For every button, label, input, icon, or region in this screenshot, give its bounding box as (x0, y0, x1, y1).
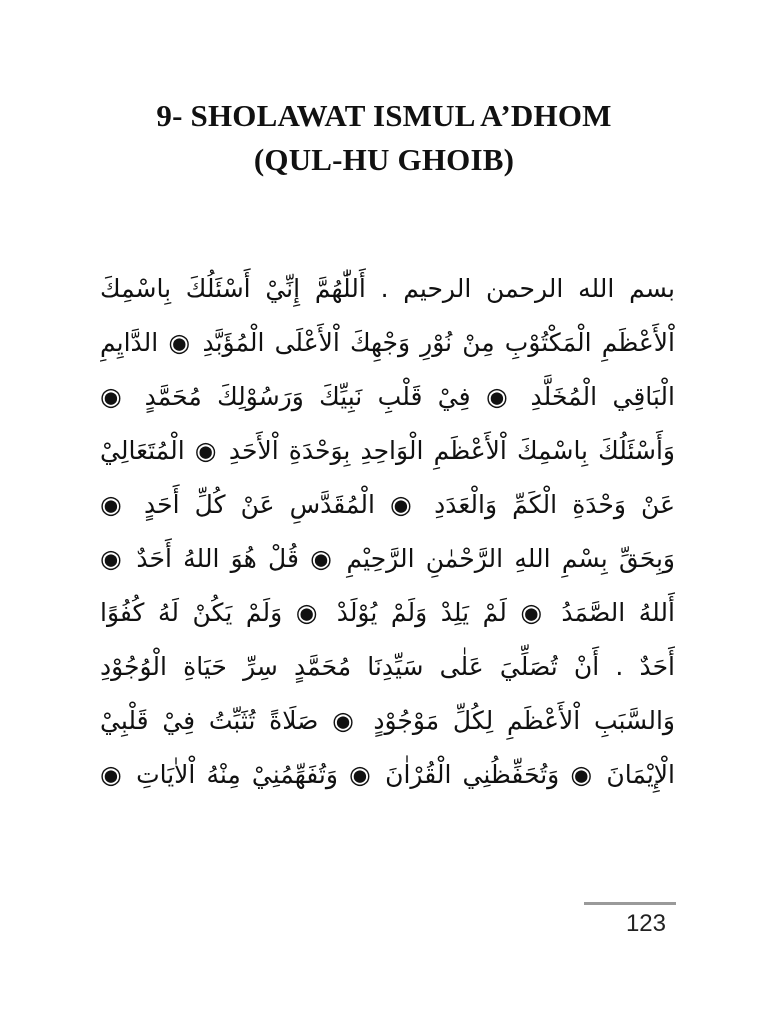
arabic-line-1: بسم الله الرحمن الرحيم . أَللّٰهُمَّ إِنِّيْ أَسْئَلُكَ بِاسْمِكَ (100, 274, 675, 303)
page-number: 123 (625, 910, 666, 937)
arabic-line-8: أَحَدٌ . أَنْ تُصَلِّيَ عَلٰى سَيِّدِنَا مُحَمَّدٍ سِرِّ حَيَاةِ الْوُجُوْدِ (100, 652, 675, 681)
arabic-line-3: الْبَاقِي الْمُخَلَّدِ ◉ فِيْ قَلْبِ نَبِيِّكَ وَرَسُوْلِكَ مُحَمَّدٍ ◉ (100, 382, 675, 411)
arabic-line-2: اْلأَعْظَمِ الْمَكْتُوْبِ مِنْ نُوْرِ وَجْهِكَ اْلأَعْلَى الْمُؤَبَّدِ ◉ الدَّايِمِ (100, 328, 675, 357)
arabic-line-10: الْإِيْمَانَ ◉ وَتُحَفِّظُنِي الْقُرْاٰنَ ◉ وَتُفَهِّمُنِيْ مِنْهُ اْلاٰيَاتِ ◉ (100, 760, 675, 789)
arabic-line-5: عَنْ وَحْدَةِ الْكَمِّ وَالْعَدَدِ ◉ الْمُقَدَّسِ عَنْ كُلِّ أَحَدٍ ◉ (100, 490, 675, 519)
arabic-line-4: وَأَسْئَلُكَ بِاسْمِكَ اْلأَعْظَمِ الْوَاحِدِ بِوَحْدَةِ اْلأَحَدِ ◉ الْمُتَعَالِيْ (100, 436, 675, 465)
arabic-prayer-text (100, 262, 675, 802)
page-title: 9- SHOLAWAT ISMUL A’DHOM (156, 98, 612, 133)
page-subtitle: (QUL-HU GHOIB) (253, 142, 515, 177)
arabic-line-6: وَبِحَقِّ بِسْمِ اللهِ الرَّحْمٰنِ الرَّحِيْمِ ◉ قُلْ هُوَ اللهُ أَحَدٌ ◉ (100, 544, 675, 573)
arabic-line-7: أَللهُ الصَّمَدُ ◉ لَمْ يَلِدْ وَلَمْ يُوْلَدْ ◉ وَلَمْ يَكُنْ لَهُ كُفُوًا (100, 598, 675, 627)
footer-divider (584, 902, 676, 905)
arabic-line-9: وَالسَّبَبِ اْلأَعْظَمِ لِكُلِّ مَوْجُوْدٍ ◉ صَلَاةً تُثَبِّتُ فِيْ قَلْبِيْ (100, 706, 675, 735)
